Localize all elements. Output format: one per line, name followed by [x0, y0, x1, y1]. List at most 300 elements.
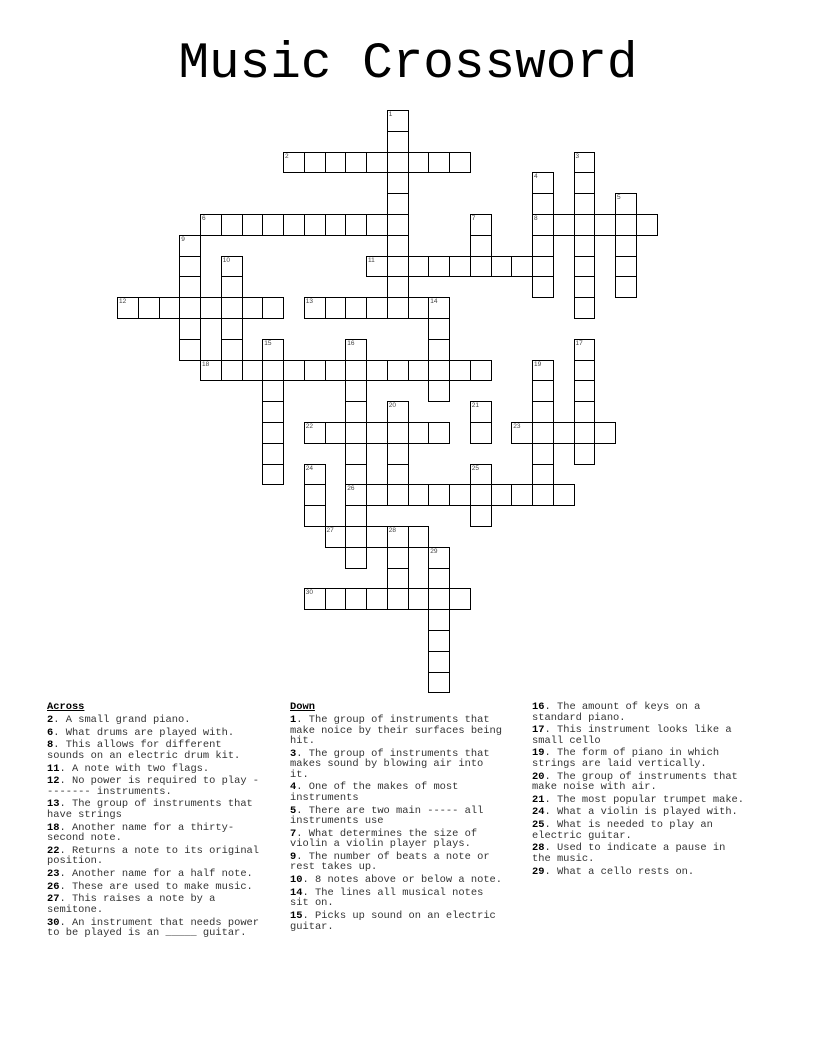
grid-cell[interactable] — [532, 380, 554, 402]
grid-cell[interactable] — [594, 214, 616, 236]
clue-number: 23 — [513, 423, 521, 430]
clue-number: 13 — [305, 298, 313, 306]
grid-cell[interactable] — [574, 339, 596, 361]
grid-cell[interactable] — [304, 464, 326, 486]
grid-cell[interactable] — [345, 297, 367, 319]
grid-cell[interactable] — [574, 214, 596, 236]
grid-cell[interactable] — [345, 380, 367, 402]
clue-item — [47, 823, 263, 844]
grid-cell[interactable] — [283, 152, 305, 174]
clue-item-number: 3 — [290, 747, 297, 760]
clue-item-number: 21 — [532, 793, 545, 806]
down-clues-continued — [532, 702, 748, 879]
down-heading: Down — [290, 701, 315, 713]
grid-cell[interactable] — [615, 276, 637, 298]
grid-cell[interactable] — [387, 547, 409, 569]
grid-cell[interactable] — [553, 484, 575, 506]
grid-cell[interactable] — [574, 297, 596, 319]
grid-cell[interactable] — [200, 360, 222, 382]
clue-number: 26 — [347, 485, 355, 493]
clue-number: 27 — [326, 527, 334, 534]
grid-cell[interactable] — [511, 422, 533, 444]
clue-separator: . — [59, 916, 72, 929]
grid-cell[interactable] — [159, 297, 181, 319]
clue-item — [47, 728, 263, 739]
clue-number: 6 — [202, 215, 206, 222]
grid-cell[interactable] — [325, 214, 347, 236]
clue-item — [290, 888, 506, 909]
clue-text: The group of instruments that makes sound by blowing air into it. — [290, 747, 490, 781]
grid-cell[interactable] — [262, 214, 284, 236]
grid-cell[interactable] — [345, 422, 367, 444]
grid-cell[interactable] — [304, 360, 326, 382]
clue-text: A note with two flags. — [71, 762, 210, 775]
grid-cell[interactable] — [387, 422, 409, 444]
grid-cell[interactable] — [283, 360, 305, 382]
clue-text: One of the makes of most instruments — [290, 781, 459, 804]
grid-cell[interactable] — [532, 360, 554, 382]
grid-cell[interactable] — [408, 256, 430, 278]
grid-cell[interactable] — [387, 276, 409, 298]
grid-cell[interactable] — [470, 422, 492, 444]
grid-cell[interactable] — [242, 214, 264, 236]
clue-text: These are used to make music. — [71, 880, 253, 893]
clue-text: An instrument that needs power to be played is an _____ guitar. — [47, 916, 260, 940]
clue-text: What drums are played with. — [65, 726, 235, 739]
grid-cell[interactable] — [387, 297, 409, 319]
grid-cell[interactable] — [179, 235, 201, 257]
clue-item — [47, 740, 263, 761]
clue-item-number: 17 — [532, 724, 545, 737]
clue-number: 17 — [575, 339, 583, 347]
grid-cell[interactable] — [408, 422, 430, 444]
clue-text: There are two main ----- all instruments use — [290, 804, 484, 828]
grid-cell[interactable] — [387, 110, 409, 132]
clue-item — [47, 869, 263, 880]
grid-cell[interactable] — [615, 214, 637, 236]
clue-item-number: 24 — [532, 806, 545, 819]
grid-cell[interactable] — [428, 360, 450, 382]
grid-cell[interactable] — [428, 256, 450, 278]
grid-cell[interactable] — [179, 318, 201, 340]
grid-cell[interactable] — [221, 360, 243, 382]
grid-cell[interactable] — [345, 505, 367, 527]
grid-cell[interactable] — [387, 214, 409, 236]
grid-cell[interactable] — [387, 193, 409, 215]
grid-cell[interactable] — [532, 422, 554, 444]
grid-cell[interactable] — [345, 547, 367, 569]
grid-cell[interactable] — [470, 360, 492, 382]
clue-item-number: 27 — [47, 893, 60, 906]
grid-cell[interactable] — [262, 422, 284, 444]
grid-cell[interactable] — [408, 297, 430, 319]
clue-number: 14 — [430, 298, 438, 306]
grid-cell[interactable] — [304, 505, 326, 527]
grid-cell[interactable] — [345, 484, 367, 506]
clue-item — [532, 843, 748, 864]
grid-cell[interactable] — [325, 526, 347, 548]
grid-cell[interactable] — [283, 214, 305, 236]
clue-item — [532, 748, 748, 769]
across-heading: Across — [47, 701, 85, 713]
grid-cell[interactable] — [387, 256, 409, 278]
grid-cell[interactable] — [428, 609, 450, 631]
clue-number: 8 — [534, 215, 538, 222]
grid-cell[interactable] — [179, 256, 201, 278]
grid-cell[interactable] — [532, 214, 554, 236]
grid-cell[interactable] — [304, 297, 326, 319]
grid-cell[interactable] — [574, 276, 596, 298]
grid-cell[interactable] — [387, 568, 409, 590]
grid-cell[interactable] — [574, 443, 596, 465]
grid-cell[interactable] — [387, 464, 409, 486]
grid-cell[interactable] — [491, 484, 513, 506]
clue-item — [290, 806, 506, 827]
clue-number: 15 — [264, 339, 272, 347]
clue-item-number: 5 — [290, 804, 297, 817]
grid-cell[interactable] — [532, 193, 554, 215]
clue-separator: . — [302, 874, 315, 887]
grid-cell[interactable] — [408, 360, 430, 382]
clue-separator: . — [544, 747, 557, 760]
grid-cell[interactable] — [345, 360, 367, 382]
grid-cell[interactable] — [615, 235, 637, 257]
clue-text: This raises a note by a semitone. — [47, 893, 216, 916]
grid-cell[interactable] — [345, 401, 367, 423]
clue-number: 30 — [305, 589, 313, 597]
grid-cell[interactable] — [179, 297, 201, 319]
clue-number: 11 — [368, 256, 375, 264]
clue-separator: . — [296, 747, 309, 760]
clue-separator: . — [296, 804, 309, 817]
clue-separator: . — [59, 762, 72, 775]
clue-item-number: 18 — [47, 821, 60, 834]
clue-separator: . — [59, 798, 72, 811]
clue-item-number: 11 — [47, 762, 60, 775]
grid-cell[interactable] — [428, 297, 450, 319]
grid-cell[interactable] — [221, 318, 243, 340]
clue-text: The number of beats a note or rest takes up. — [290, 850, 490, 874]
grid-cell[interactable] — [532, 256, 554, 278]
grid-cell[interactable] — [179, 276, 201, 298]
grid-cell[interactable] — [574, 422, 596, 444]
clue-item — [47, 715, 263, 726]
grid-cell[interactable] — [470, 256, 492, 278]
grid-cell[interactable] — [242, 297, 264, 319]
grid-cell[interactable] — [387, 526, 409, 548]
clue-number: 3 — [575, 152, 580, 160]
grid-cell[interactable] — [449, 484, 471, 506]
clue-item-number: 15 — [290, 910, 303, 922]
grid-cell[interactable] — [345, 526, 367, 548]
grid-cell[interactable] — [532, 443, 554, 465]
grid-cell[interactable] — [532, 401, 554, 423]
grid-cell[interactable] — [387, 235, 409, 257]
clue-separator: . — [544, 793, 557, 806]
clue-item — [532, 867, 748, 878]
clue-separator: . — [59, 880, 72, 893]
clue-separator: . — [544, 806, 557, 819]
grid-cell[interactable] — [366, 526, 388, 548]
grid-cell[interactable] — [532, 172, 554, 194]
clue-item-number: 6 — [47, 726, 54, 739]
clue-separator: . — [59, 868, 72, 880]
clue-item-number: 8 — [47, 739, 54, 752]
grid-cell[interactable] — [138, 297, 160, 319]
grid-cell[interactable] — [262, 464, 284, 486]
grid-cell[interactable] — [345, 339, 367, 361]
clue-item-number: 20 — [532, 770, 545, 783]
grid-cell[interactable] — [366, 214, 388, 236]
grid-cell[interactable] — [325, 297, 347, 319]
grid-cell[interactable] — [532, 235, 554, 257]
clue-number: 16 — [347, 339, 355, 347]
clue-text: The group of instruments that make noice by their surfaces being hit. — [290, 714, 503, 747]
grid-cell[interactable] — [304, 422, 326, 444]
grid-cell[interactable] — [491, 256, 513, 278]
clue-item — [532, 795, 748, 806]
clue-separator: . — [544, 724, 557, 737]
clue-separator: . — [59, 844, 72, 857]
grid-cell[interactable] — [366, 256, 388, 278]
grid-cell[interactable] — [262, 360, 284, 382]
clue-separator: . — [53, 739, 66, 752]
grid-cell[interactable] — [428, 484, 450, 506]
clue-item — [290, 715, 506, 747]
clue-text: Returns a note to its original position. — [47, 844, 260, 868]
clue-item — [47, 894, 263, 915]
grid-cell[interactable] — [574, 235, 596, 257]
grid-cell[interactable] — [387, 131, 409, 153]
clue-number: 4 — [534, 173, 538, 181]
clue-separator: . — [302, 886, 315, 899]
grid-cell[interactable] — [200, 297, 222, 319]
grid-cell[interactable] — [262, 297, 284, 319]
grid-cell[interactable] — [345, 443, 367, 465]
grid-cell[interactable] — [470, 214, 492, 236]
grid-cell[interactable] — [262, 380, 284, 402]
grid-cell[interactable] — [532, 276, 554, 298]
grid-cell[interactable] — [636, 214, 658, 236]
clue-separator: . — [544, 865, 557, 878]
clue-text: What a cello rests on. — [556, 865, 695, 878]
grid-cell[interactable] — [574, 401, 596, 423]
clue-item — [290, 911, 506, 932]
clue-separator: . — [59, 775, 72, 788]
grid-cell[interactable] — [262, 401, 284, 423]
clue-text: The group of instruments that have strings — [47, 798, 253, 821]
clue-item — [47, 764, 263, 775]
grid-cell[interactable] — [408, 152, 430, 174]
grid-cell[interactable] — [345, 588, 367, 610]
clue-item — [47, 918, 263, 939]
clue-item — [47, 799, 263, 820]
grid-cell[interactable] — [408, 484, 430, 506]
grid-cell[interactable] — [594, 422, 616, 444]
grid-cell[interactable] — [449, 360, 471, 382]
grid-cell[interactable] — [345, 464, 367, 486]
grid-cell[interactable] — [574, 193, 596, 215]
grid-cell[interactable] — [615, 193, 637, 215]
grid-cell[interactable] — [449, 152, 471, 174]
clue-item-number: 28 — [532, 842, 545, 855]
clue-number: 22 — [305, 423, 313, 430]
grid-cell[interactable] — [387, 588, 409, 610]
grid-cell[interactable] — [242, 360, 264, 382]
clue-number: 19 — [534, 360, 542, 368]
grid-cell[interactable] — [262, 339, 284, 361]
grid-cell[interactable] — [428, 630, 450, 652]
grid-cell[interactable] — [428, 672, 450, 694]
clue-number: 25 — [471, 464, 479, 472]
grid-cell[interactable] — [470, 401, 492, 423]
grid-cell[interactable] — [428, 588, 450, 610]
grid-cell[interactable] — [428, 380, 450, 402]
grid-cell[interactable] — [428, 651, 450, 673]
grid-cell[interactable] — [553, 214, 575, 236]
clue-separator: . — [296, 781, 309, 794]
grid-cell[interactable] — [428, 152, 450, 174]
clue-text: A small grand piano. — [65, 714, 191, 726]
grid-cell[interactable] — [366, 422, 388, 444]
grid-cell[interactable] — [304, 588, 326, 610]
down-clues — [290, 702, 506, 934]
clue-item — [532, 807, 748, 818]
grid-cell[interactable] — [221, 339, 243, 361]
clue-item-number: 19 — [532, 747, 545, 760]
clue-text: What is needed to play an electric guitar. — [532, 819, 713, 842]
clue-number: 28 — [388, 527, 396, 534]
grid-cell[interactable] — [221, 276, 243, 298]
clue-item-number: 7 — [290, 827, 297, 840]
clue-separator: . — [296, 827, 309, 840]
grid-cell[interactable] — [449, 256, 471, 278]
clue-separator: . — [544, 770, 557, 783]
clue-text: This instrument looks like a small cello — [532, 724, 732, 747]
grid-cell[interactable] — [325, 360, 347, 382]
clue-separator: . — [296, 850, 309, 863]
clue-text: Used to indicate a pause in the music. — [532, 842, 726, 865]
grid-cell[interactable] — [387, 360, 409, 382]
clue-item-number: 25 — [532, 819, 545, 832]
clue-separator: . — [53, 714, 66, 726]
clue-item — [290, 875, 506, 886]
clue-number: 12 — [119, 298, 127, 306]
clue-separator: . — [544, 819, 557, 832]
clue-number: 24 — [305, 464, 313, 472]
clue-separator: . — [53, 726, 66, 739]
clue-text: 8 notes above or below a note. — [314, 874, 503, 887]
grid-cell[interactable] — [449, 588, 471, 610]
grid-cell[interactable] — [325, 588, 347, 610]
grid-cell[interactable] — [345, 214, 367, 236]
grid-cell[interactable] — [117, 297, 139, 319]
clue-item — [532, 702, 748, 723]
grid-cell[interactable] — [366, 484, 388, 506]
grid-cell[interactable] — [574, 256, 596, 278]
grid-cell[interactable] — [428, 339, 450, 361]
clue-separator: . — [59, 821, 72, 834]
grid-cell[interactable] — [470, 505, 492, 527]
grid-cell[interactable] — [304, 152, 326, 174]
grid-cell[interactable] — [532, 484, 554, 506]
grid-cell[interactable] — [511, 484, 533, 506]
clue-text: The lines all musical notes sit on. — [290, 886, 484, 910]
grid-cell[interactable] — [366, 152, 388, 174]
clue-item — [532, 725, 748, 746]
clue-text: No power is required to play -------- instruments. — [47, 775, 260, 798]
grid-cell[interactable] — [428, 568, 450, 590]
grid-cell[interactable] — [574, 152, 596, 174]
clue-separator: . — [544, 701, 557, 713]
clue-item — [47, 846, 263, 867]
grid-cell[interactable] — [574, 172, 596, 194]
clue-separator: . — [302, 910, 315, 922]
grid-cell[interactable] — [179, 339, 201, 361]
grid-cell[interactable] — [325, 152, 347, 174]
grid-cell[interactable] — [304, 214, 326, 236]
grid-cell[interactable] — [387, 443, 409, 465]
clue-item — [290, 852, 506, 873]
clue-separator: . — [544, 842, 557, 855]
grid-cell[interactable] — [387, 401, 409, 423]
grid-cell[interactable] — [511, 256, 533, 278]
grid-cell[interactable] — [574, 380, 596, 402]
across-clues — [47, 702, 263, 941]
clue-item-number: 30 — [47, 916, 60, 929]
clue-separator: . — [296, 714, 309, 726]
grid-cell[interactable] — [428, 422, 450, 444]
clue-number: 2 — [285, 152, 289, 160]
grid-cell[interactable] — [387, 172, 409, 194]
grid-cell[interactable] — [366, 297, 388, 319]
grid-cell[interactable] — [221, 297, 243, 319]
grid-cell[interactable] — [325, 422, 347, 444]
clue-item-number: 26 — [47, 880, 60, 893]
grid-cell[interactable] — [366, 588, 388, 610]
grid-cell[interactable] — [615, 256, 637, 278]
grid-cell[interactable] — [387, 152, 409, 174]
grid-cell[interactable] — [408, 588, 430, 610]
clue-text: Another name for a half note. — [71, 868, 253, 880]
grid-cell[interactable] — [345, 152, 367, 174]
clue-item — [290, 782, 506, 803]
clue-item-number: 16 — [532, 701, 545, 713]
grid-cell[interactable] — [470, 484, 492, 506]
grid-cell[interactable] — [366, 360, 388, 382]
grid-cell[interactable] — [262, 443, 284, 465]
grid-cell[interactable] — [221, 256, 243, 278]
grid-cell[interactable] — [304, 484, 326, 506]
grid-cell[interactable] — [428, 318, 450, 340]
clue-separator: . — [59, 893, 72, 906]
grid-cell[interactable] — [532, 464, 554, 486]
grid-cell[interactable] — [428, 547, 450, 569]
grid-cell[interactable] — [470, 235, 492, 257]
grid-cell[interactable] — [553, 422, 575, 444]
grid-cell[interactable] — [200, 214, 222, 236]
grid-cell[interactable] — [470, 464, 492, 486]
grid-cell[interactable] — [387, 484, 409, 506]
grid-cell[interactable] — [574, 360, 596, 382]
grid-cell[interactable] — [408, 526, 430, 548]
grid-cell[interactable] — [221, 214, 243, 236]
clue-text: Picks up sound on an electric guitar. — [290, 910, 496, 933]
clue-text: The form of piano in which strings are laid vertically. — [532, 747, 720, 770]
clue-item — [290, 749, 506, 781]
clue-number: 18 — [202, 360, 210, 368]
clue-text: Another name for a thirty-second note. — [47, 821, 235, 845]
